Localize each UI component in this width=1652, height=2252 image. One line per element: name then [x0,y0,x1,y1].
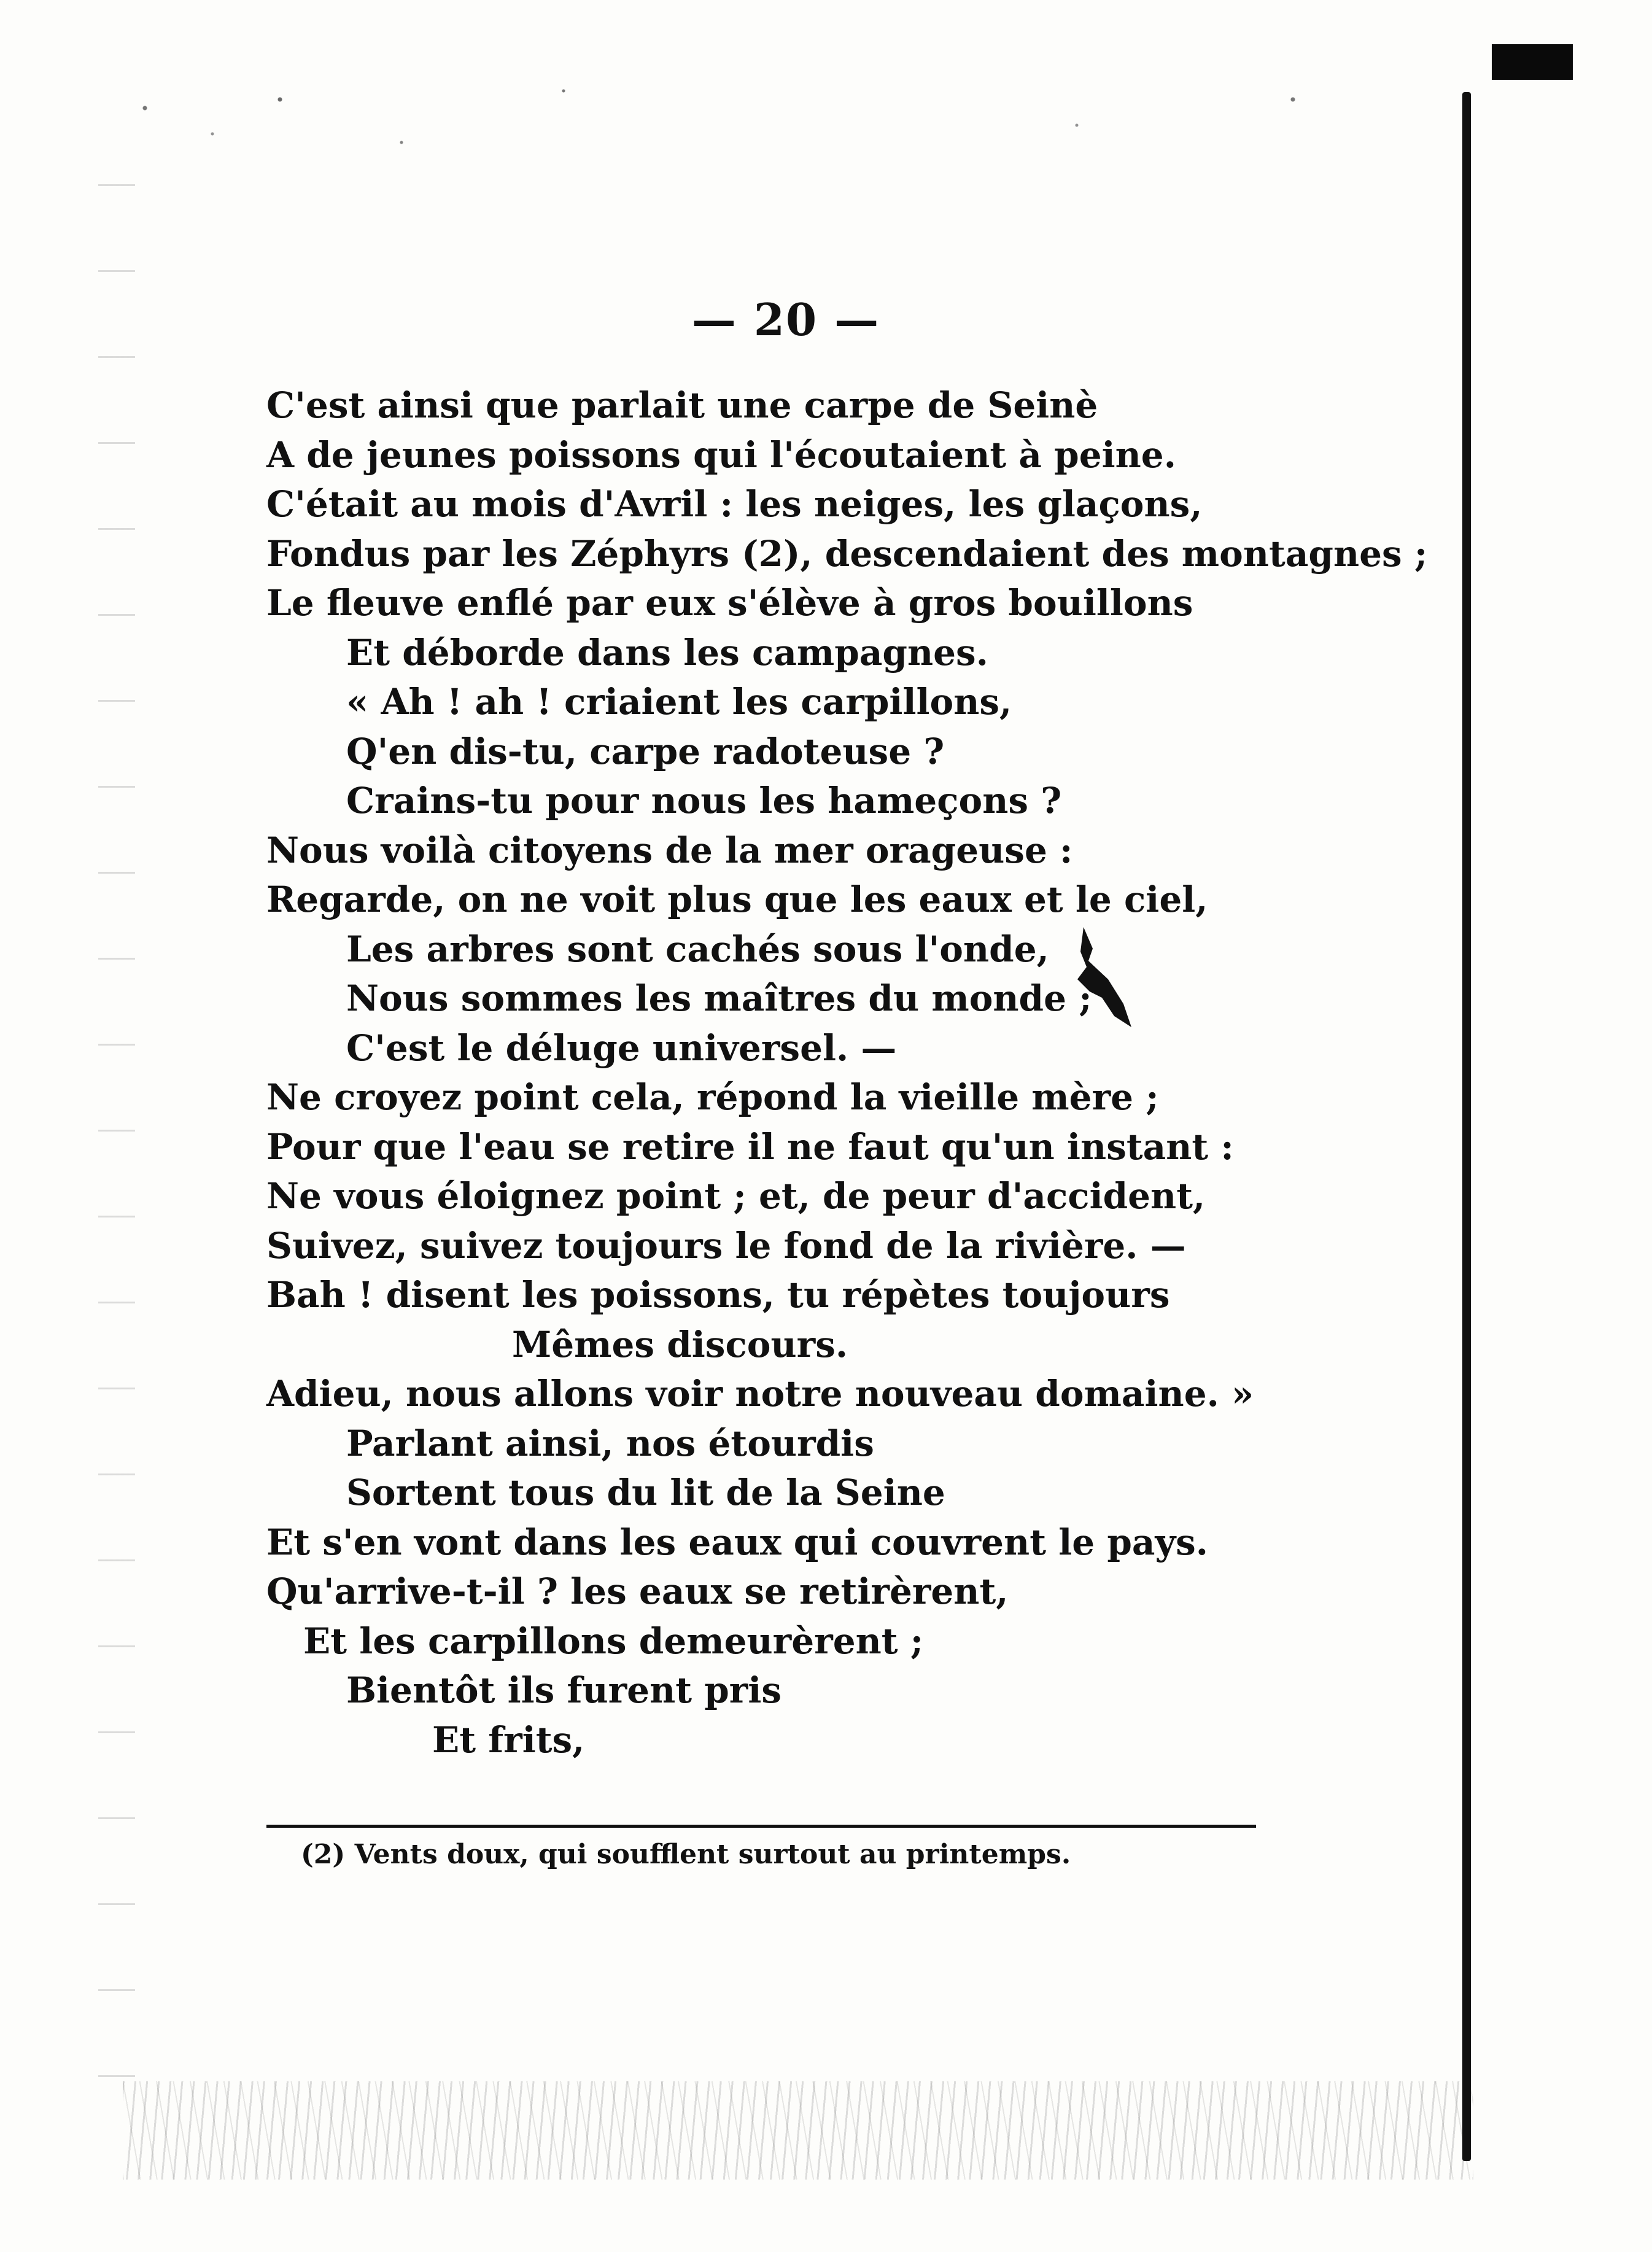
poem-line: Nous sommes les maîtres du monde ; [346,977,1092,1019]
poem-line: Sortent tous du lit de la Seine [346,1472,945,1513]
poem-body [266,381,1428,1765]
poem-line: Crains-tu pour nous les hameçons ? [346,780,1062,821]
poem-line: C'était au mois d'Avril : les neiges, les glaçons, [266,483,1203,525]
footnote-rule [266,1825,1256,1828]
page-noise-bottom [123,2081,1473,2180]
poem-line: Q'en dis-tu, carpe radoteuse ? [346,730,945,772]
poem-line: Mêmes discours. [512,1323,848,1365]
ink-blot-mark [1065,924,1133,1028]
poem-line: Ne croyez point cela, répond la vieille mère ; [266,1076,1159,1118]
poem-line: Bientôt ils furent pris [346,1669,782,1711]
poem-line: Pour que l'eau se retire il ne faut qu'un instant : [266,1125,1234,1168]
poem-line: Bah ! disent les poissons, tu répètes toujours [266,1274,1170,1316]
poem-line: Le fleuve enflé par eux s'élève à gros bouillons [266,582,1193,624]
poem-line: Regarde, on ne voit plus que les eaux et le ciel, [266,879,1208,920]
poem-line: Adieu, nous allons voir notre nouveau domaine. » [266,1373,1254,1415]
poem-line: Suivez, suivez toujours le fond de la rivière. — [266,1224,1186,1267]
poem-line: Les arbres sont cachés sous l'onde, [346,928,1049,970]
poem-line: Et s'en vont dans les eaux qui couvrent le pays. [266,1521,1208,1563]
page-noise-top [104,74,1455,160]
poem-line: Parlant ainsi, nos étourdis [346,1422,874,1464]
binding-edge [1462,92,1471,2161]
poem-line: Ne vous éloignez point ; et, de peur d'accident, [266,1175,1206,1217]
poem-line: Nous voilà citoyens de la mer orageuse : [266,829,1073,871]
binding-tab [1492,44,1573,80]
poem-line: « Ah ! ah ! criaient les carpillons, [346,681,1012,723]
poem-line: Et frits, [432,1718,585,1761]
poem-line: Qu'arrive-t-il ? les eaux se retirèrent, [266,1571,1009,1612]
footnote: (2) Vents doux, qui soufflent surtout au printemps. [301,1839,1071,1870]
poem-line: Et déborde dans les campagnes. [346,631,988,674]
poem-line: Et les carpillons demeurèrent ; [303,1620,924,1662]
poem-line: Fondus par les Zéphyrs (2), descendaient des montagnes ; [266,532,1428,575]
page-number: — 20 — [691,293,880,346]
poem-line: A de jeunes poissons qui l'écoutaient à peine. [266,433,1176,476]
poem-line: C'est le déluge universel. — [346,1027,897,1069]
poem-line: C'est ainsi que parlait une carpe de Seinè [266,384,1098,426]
page-noise-left [98,184,135,2087]
